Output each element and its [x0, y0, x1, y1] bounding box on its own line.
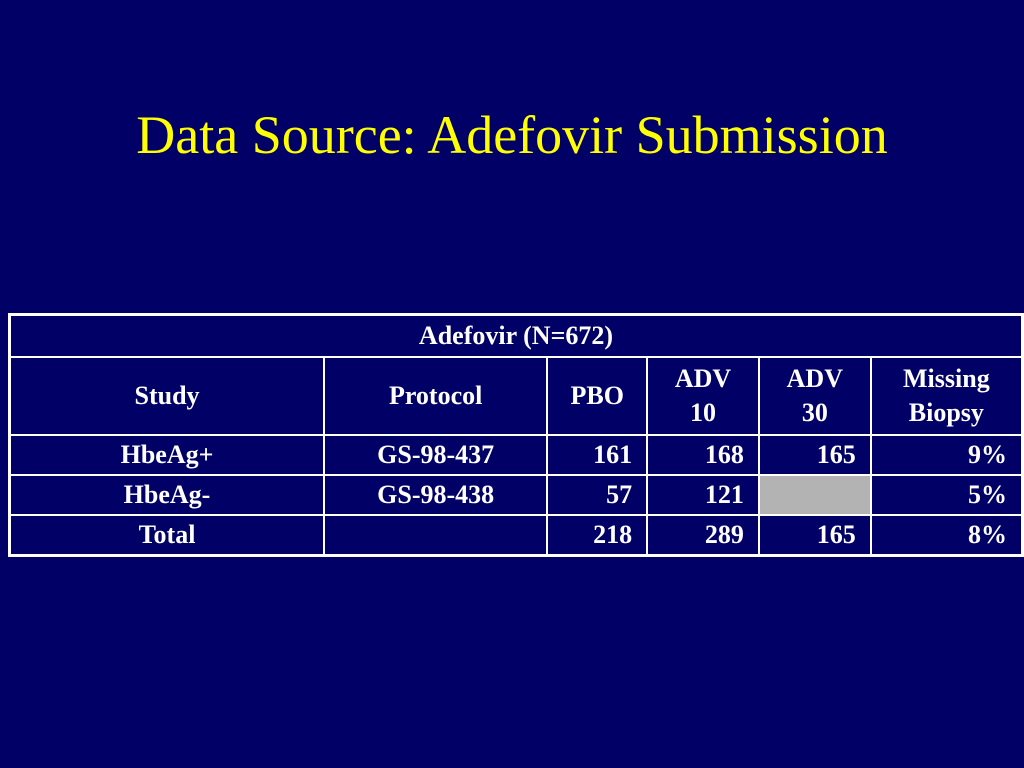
cell-adv-30: 165	[759, 435, 871, 475]
cell-study: Total	[10, 515, 325, 556]
cell-pbo: 218	[547, 515, 647, 556]
cell-adv-10: 121	[647, 475, 759, 515]
cell-adv-10: 168	[647, 435, 759, 475]
cell-protocol: GS-98-438	[324, 475, 547, 515]
slide-title: Data Source: Adefovir Submission	[136, 105, 888, 165]
span-header: Adefovir (N=672)	[10, 315, 1023, 358]
cell-study: HbeAg+	[10, 435, 325, 475]
table-span-header-row	[10, 315, 1023, 358]
table-row-total	[10, 515, 1023, 556]
cell-protocol: GS-98-437	[324, 435, 547, 475]
header-protocol: Protocol	[324, 357, 547, 435]
cell-missing-biopsy: 9%	[871, 435, 1023, 475]
cell-study: HbeAg-	[10, 475, 325, 515]
data-table	[8, 313, 1024, 557]
cell-pbo: 57	[547, 475, 647, 515]
cell-missing-biopsy: 5%	[871, 475, 1023, 515]
cell-protocol	[324, 515, 547, 556]
table-header-row	[10, 357, 1023, 435]
cell-adv-10: 289	[647, 515, 759, 556]
header-adv-30: ADV 30	[759, 357, 871, 435]
header-pbo: PBO	[547, 357, 647, 435]
table-row	[10, 475, 1023, 515]
cell-pbo: 161	[547, 435, 647, 475]
header-study: Study	[10, 357, 325, 435]
table-row	[10, 435, 1023, 475]
header-missing-biopsy: Missing Biopsy	[871, 357, 1023, 435]
cell-adv-30: 165	[759, 515, 871, 556]
cell-missing-biopsy: 8%	[871, 515, 1023, 556]
header-adv-10: ADV 10	[647, 357, 759, 435]
cell-adv-30-empty	[759, 475, 871, 515]
